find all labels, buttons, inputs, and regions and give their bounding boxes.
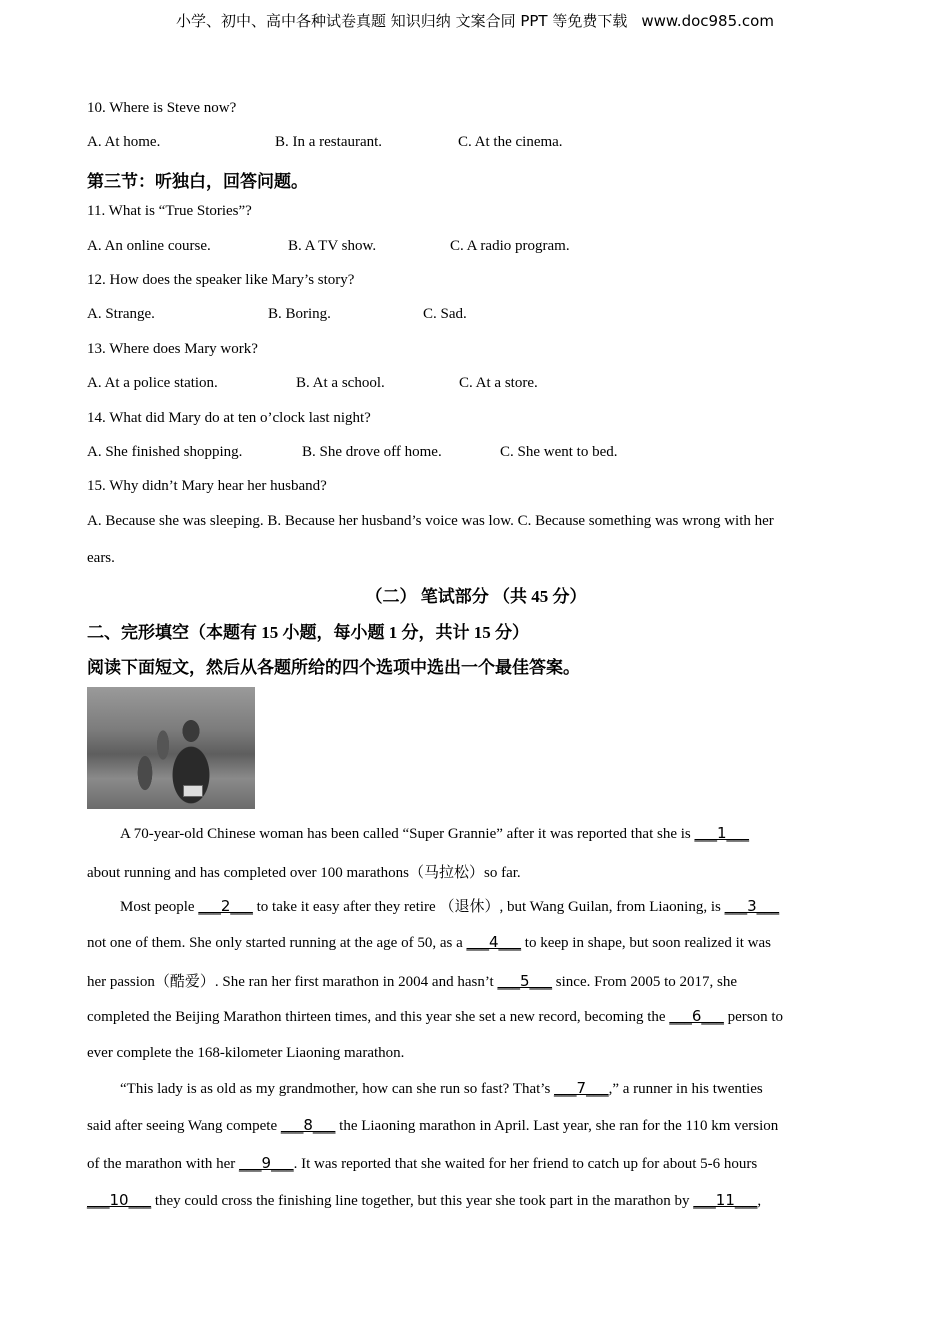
cloze-instruction: 阅读下面短文，然后从各题所给的四个选项中选出一个最佳答案。 [87, 658, 580, 677]
blank-1[interactable]: ___1___ [694, 824, 750, 842]
passage-p2-line3: her passion（酷爱）. She ran her first marathon in 2004 and hasn’t ___5___ since. From 2005 to 2017, she [87, 972, 738, 990]
passage-p1-line1: A 70-year-old Chinese woman has been called “Super Grannie” after it was reported that she is ___1___ [120, 824, 750, 842]
section3-title: 第三节：听独白，回答问题。 [87, 172, 308, 191]
q12-option-a: A. Strange. [87, 306, 155, 322]
race-bib [183, 785, 203, 797]
part2-title: （二） 笔试部分 （共 45 分） [365, 587, 587, 606]
header-url[interactable]: www.doc985.com [641, 12, 774, 30]
q14-option-a: A. She finished shopping. [87, 444, 243, 460]
page-header [0, 10, 950, 31]
blank-2[interactable]: ___2___ [198, 897, 253, 915]
q10-option-c: C. At the cinema. [458, 134, 563, 150]
q10-option-b: B. In a restaurant. [275, 134, 383, 150]
q11-option-b: B. A TV show. [288, 238, 377, 254]
blank-9[interactable]: ___9___ [239, 1154, 294, 1172]
question-14: 14. What did Mary do at ten o’clock last night? [87, 410, 371, 426]
blank-8[interactable]: ___8___ [280, 1116, 336, 1134]
passage-p2-line5: ever complete the 168-kilometer Liaoning marathon. [87, 1045, 405, 1061]
q12-option-c: C. Sad. [423, 306, 467, 322]
q10-option-a: A. At home. [87, 134, 161, 150]
blank-6[interactable]: ___6___ [669, 1007, 724, 1025]
blank-3[interactable]: ___3___ [724, 897, 780, 915]
blank-7[interactable]: ___7___ [554, 1079, 609, 1097]
question-15: 15. Why didn’t Mary hear her husband? [87, 478, 327, 494]
question-10: 10. Where is Steve now? [87, 100, 237, 116]
passage-p1-line2: about running and has completed over 100 marathons（马拉松）so far. [87, 865, 521, 881]
q15-options: A. Because she was sleeping. B. Because her husband’s voice was low. C. Because something was wrong with her [87, 513, 774, 529]
q11-option-c: C. A radio program. [450, 238, 570, 254]
q14-option-c: C. She went to bed. [500, 444, 618, 460]
passage-p3-line4: ___10___ they could cross the finishing line together, but this year she took part in the marathon by ___11___, [87, 1191, 762, 1209]
question-11: 11. What is “True Stories”? [87, 203, 252, 219]
q15-options-continued: ears. [87, 550, 115, 566]
q11-option-a: A. An online course. [87, 238, 211, 254]
blank-4[interactable]: ___4___ [466, 933, 522, 951]
blank-5[interactable]: ___5___ [497, 972, 553, 990]
passage-p2-line2: not one of them. She only started running at the age of 50, as a ___4___ to keep in shape, but soon realized it was [87, 933, 771, 951]
q13-option-a: A. At a police station. [87, 375, 218, 391]
passage-p3-line1: “This lady is as old as my grandmother, how can she run so fast? That’s ___7___,” a runner in his twenties [120, 1079, 763, 1097]
question-13: 13. Where does Mary work? [87, 341, 258, 357]
passage-p3-line2: said after seeing Wang compete ___8___ the Liaoning marathon in April. Last year, she ran for the 110 km version [87, 1116, 779, 1134]
passage-p3-line3: of the marathon with her ___9___. It was reported that she waited for her friend to catch up for about 5-6 hours [87, 1154, 758, 1172]
blank-10[interactable]: ___10___ [87, 1191, 152, 1209]
runner-photo [87, 687, 255, 809]
header-text: 小学、初中、高中各种试卷真题 知识归纳 文案合同 PPT 等免费下载 [176, 12, 628, 30]
q12-option-b: B. Boring. [268, 306, 331, 322]
cloze-section-title: 二、完形填空（本题有 15 小题，每小题 1 分，共计 15 分） [87, 623, 529, 642]
passage-p2-line4: completed the Beijing Marathon thirteen times, and this year she set a new record, becoming the ___6___ person to [87, 1007, 784, 1025]
q14-option-b: B. She drove off home. [302, 444, 442, 460]
q13-option-b: B. At a school. [296, 375, 385, 391]
question-12: 12. How does the speaker like Mary’s story? [87, 272, 355, 288]
blank-11[interactable]: ___11___ [693, 1191, 758, 1209]
passage-p2-line1: Most people ___2___ to take it easy after they retire （退休）, but Wang Guilan, from Liaoning, is ___3___ [120, 897, 780, 915]
q13-option-c: C. At a store. [459, 375, 538, 391]
